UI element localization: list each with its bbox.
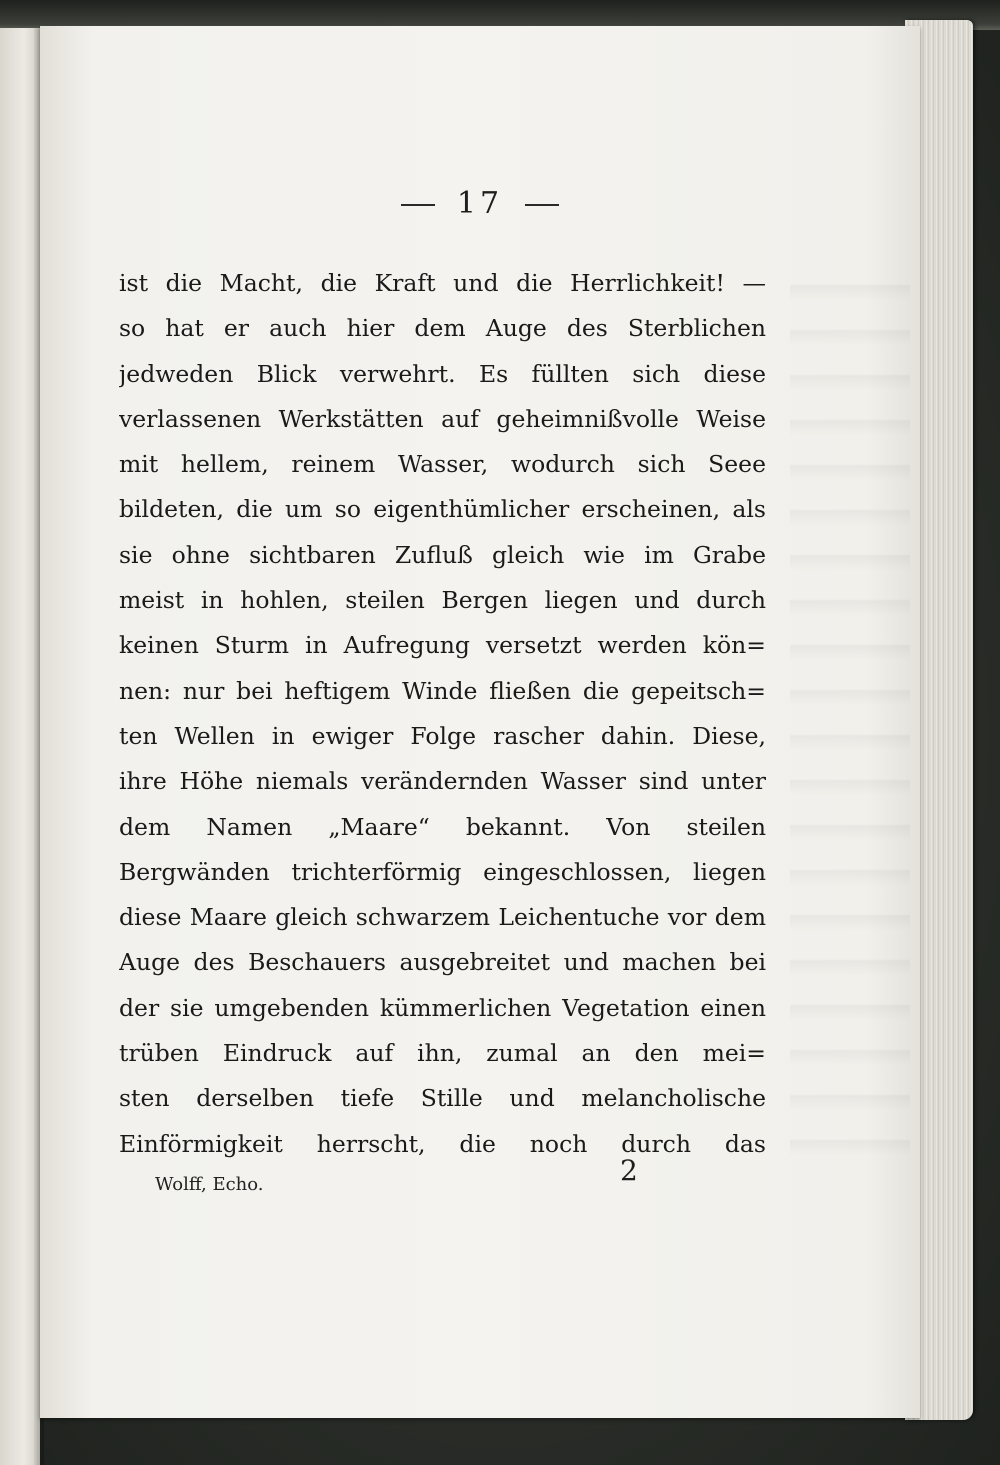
text-line: verlassenen Werkstätten auf geheimnißvolle Weise [119,404,766,433]
text-line: jedweden Blick verwehrt. Es füllten sich diese [119,359,766,388]
page-number: 17 [456,186,504,221]
book-page [40,26,920,1418]
text-line: sie ohne sichtbaren Zufluß gleich wie im Grabe [119,540,766,569]
text-line: dem Namen „Maare“ bekannt. Von steilen [119,812,766,841]
text-line: nen: nur bei heftigem Winde fließen die gepeitsch= [119,676,766,705]
text-line: ist die Macht, die Kraft und die Herrlichkeit! — [119,269,766,297]
text-line: bildeten, die um so eigenthümlicher erscheinen, als [119,495,766,524]
text-line: ten Wellen in ewiger Folge rascher dahin. Diese, [119,721,766,750]
text-line: trüben Eindruck auf ihn, zumal an den mei= [119,1039,766,1068]
show-through [790,256,910,1156]
header-dash-right [525,204,559,206]
text-line: diese Maare gleich schwarzem Leichentuche vor dem [119,903,766,932]
text-line: keinen Sturm in Aufregung versetzt werden kön= [119,631,766,660]
text-line: sten derselben tiefe Stille und melancholische [119,1084,766,1113]
text-line: der sie umgebenden kümmerlichen Vegetation einen [119,993,766,1022]
text-line: Einförmigkeit herrscht, die noch durch das [119,1129,766,1158]
text-line: Bergwänden trichterförmig eingeschlossen, liegen [119,857,766,886]
page-header [40,186,920,221]
text-line: so hat er auch hier dem Auge des Sterblichen [119,314,766,343]
text-line: ihre Höhe niemals verändernden Wasser sind unter [119,767,766,796]
body-text [119,261,766,1167]
header-dash-left [401,204,435,206]
sheet-number: 2 [620,1154,638,1187]
text-line: meist in hohlen, steilen Bergen liegen und durch [119,586,766,615]
signature-mark: Wolff, Echo. [155,1174,264,1195]
text-line: mit hellem, reinem Wasser, wodurch sich Seee [119,450,766,479]
text-line: Auge des Beschauers ausgebreitet und machen bei [119,948,766,977]
